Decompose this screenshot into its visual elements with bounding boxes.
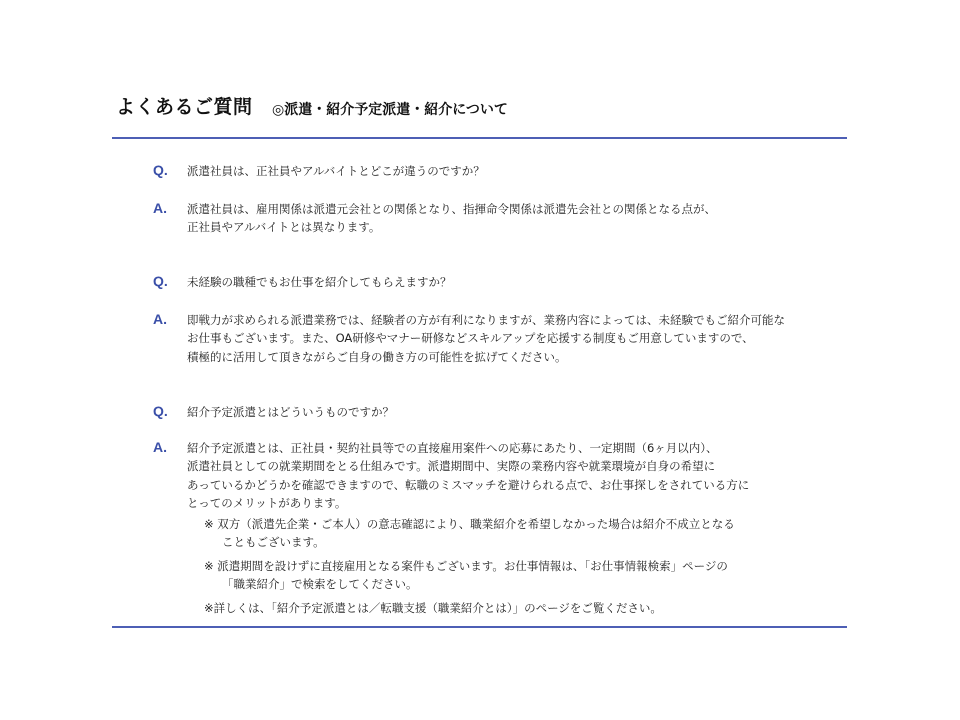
note-text: ※ 派遣期間を設けずに直接雇用となる案件もございます。お仕事情報は、「お仕事情報検索」ページの (204, 558, 728, 573)
answer-line: 即戦力が求められる派遣業務では、経験者の方が有利になりますが、業務内容によっては、未経験でもご紹介可能な (187, 312, 785, 327)
answer-line: 積極的に活用して頂きながらご自身の働き方の可能性を拡げてください。 (187, 349, 567, 364)
note-item (204, 515, 840, 552)
q-mark: Q. (153, 273, 168, 289)
note-continuation: こともございます。 (222, 535, 325, 549)
page-subtitle: ◎派遣・紹介予定派遣・紹介について (272, 102, 508, 118)
q-mark: Q. (153, 162, 168, 178)
a-mark: A. (153, 310, 167, 327)
question-row (150, 403, 840, 422)
answer-line: 紹介予定派遣とは、正社員・契約社員等での直接雇用案件への応募にあたり、一定期間（6ヶ月以内）、 (187, 440, 718, 455)
answer-line: 派遣社員としての就業期間をとる仕組みです。派遣期間中、実際の業務内容や就業環境が自身の希望に (187, 459, 716, 473)
question-row (150, 162, 840, 181)
top-divider (112, 137, 847, 139)
bottom-divider (112, 626, 847, 628)
faq-item (150, 162, 840, 237)
question-row (150, 273, 840, 292)
note-text: ※ 双方（派遣先企業・ご本人）の意志確認により、職業紹介を希望しなかった場合は紹介不成立となる (204, 516, 735, 531)
note-text: ※詳しくは、「紹介予定派遣とは／転職支援（職業紹介とは）」のページをご覧ください。 (204, 600, 662, 615)
question-text: 紹介予定派遣とはどういうものですか？ (187, 405, 394, 419)
a-mark: A. (153, 438, 167, 455)
answer-line: 正社員やアルバイトとは異なります。 (187, 220, 381, 234)
note-item (204, 557, 840, 594)
page-title: よくあるご質問 (116, 96, 253, 118)
answer-line: お仕事もございます。また、OA研修やマナー研修などスキルアップを応援する制度もご用意していますので、 (187, 331, 754, 345)
q-mark: Q. (153, 403, 168, 419)
answer-line: 派遣社員は、雇用関係は派遣元会社との関係となり、指揮命令関係は派遣先会社との関係となる点が、 (187, 201, 716, 216)
question-text: 未経験の職種でもお仕事を紹介してもらえますか？ (187, 275, 452, 289)
a-mark: A. (153, 199, 167, 216)
answer-line: あっているかどうかを確認できますので、転職のミスマッチを避けられる点で、お仕事探しをされている方に (187, 477, 750, 492)
note-continuation: 「職業紹介」で検索をしてください。 (222, 577, 418, 591)
answer-row (150, 200, 840, 237)
faq-item (150, 273, 840, 366)
answer-row (150, 439, 840, 618)
question-text: 派遣社員は、正社員やアルバイトとどこが違うのですか？ (187, 164, 485, 178)
notes-block (187, 515, 840, 618)
faq-item (150, 403, 840, 617)
note-item (204, 599, 840, 618)
answer-row (150, 311, 840, 367)
answer-line: とってのメリットがあります。 (187, 496, 347, 510)
